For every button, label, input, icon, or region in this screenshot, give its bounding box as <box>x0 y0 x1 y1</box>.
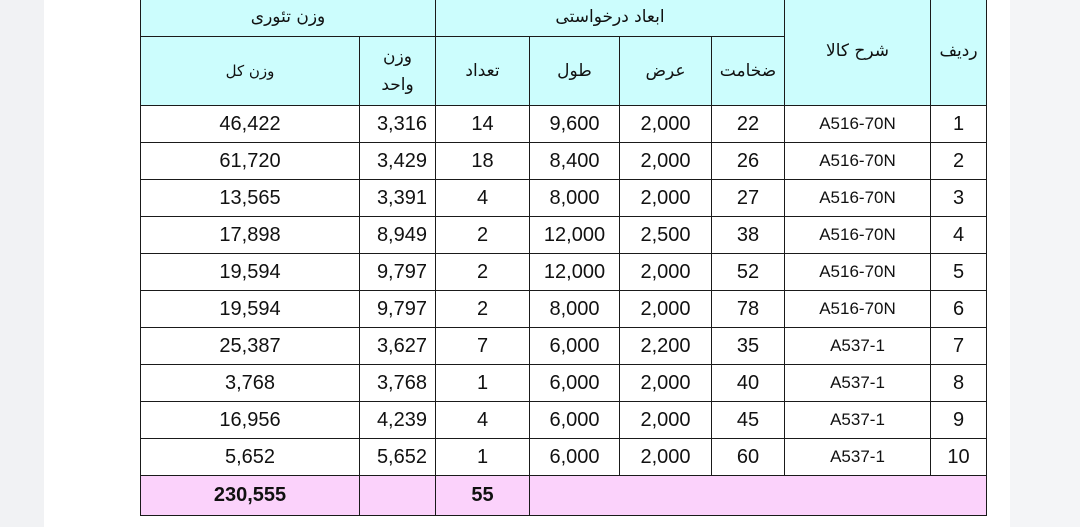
length-cell: 6,000 <box>530 402 620 439</box>
unit-weight-cell: 5,652 <box>360 439 436 476</box>
order-table <box>140 0 987 516</box>
quantity-cell: 4 <box>436 402 530 439</box>
total-unit-weight-empty <box>360 476 436 516</box>
total-weight-cell: 17,898 <box>141 217 360 254</box>
header-row-group <box>141 0 987 37</box>
row-number-cell: 10 <box>931 439 987 476</box>
description-cell: A516-70N <box>785 106 931 143</box>
length-cell: 6,000 <box>530 365 620 402</box>
row-number-cell: 7 <box>931 328 987 365</box>
unit-weight-cell: 3,768 <box>360 365 436 402</box>
header-thickness: ضخامت <box>712 37 785 106</box>
table-row <box>141 143 987 180</box>
header-quantity: تعداد <box>436 37 530 106</box>
width-cell: 2,000 <box>620 439 712 476</box>
width-cell: 2,000 <box>620 402 712 439</box>
unit-weight-cell: 9,797 <box>360 291 436 328</box>
thickness-cell: 38 <box>712 217 785 254</box>
total-weight-cell: 5,652 <box>141 439 360 476</box>
quantity-cell: 7 <box>436 328 530 365</box>
table-row <box>141 291 987 328</box>
header-description: شرح کالا <box>785 0 931 106</box>
table-row <box>141 106 987 143</box>
row-number-cell: 3 <box>931 180 987 217</box>
quantity-cell: 1 <box>436 365 530 402</box>
table-row <box>141 439 987 476</box>
header-theoretical-weight: وزن تئوری <box>141 0 436 37</box>
total-weight-cell: 16,956 <box>141 402 360 439</box>
row-number-cell: 1 <box>931 106 987 143</box>
width-cell: 2,200 <box>620 328 712 365</box>
length-cell: 9,600 <box>530 106 620 143</box>
length-cell: 12,000 <box>530 254 620 291</box>
width-cell: 2,500 <box>620 217 712 254</box>
unit-weight-cell: 9,797 <box>360 254 436 291</box>
thickness-cell: 26 <box>712 143 785 180</box>
thickness-cell: 60 <box>712 439 785 476</box>
width-cell: 2,000 <box>620 143 712 180</box>
description-cell: A516-70N <box>785 217 931 254</box>
length-cell: 6,000 <box>530 439 620 476</box>
quantity-cell: 1 <box>436 439 530 476</box>
row-number-cell: 8 <box>931 365 987 402</box>
description-cell: A516-70N <box>785 291 931 328</box>
row-number-cell: 4 <box>931 217 987 254</box>
quantity-cell: 4 <box>436 180 530 217</box>
quantity-cell: 18 <box>436 143 530 180</box>
unit-weight-cell: 3,627 <box>360 328 436 365</box>
thickness-cell: 35 <box>712 328 785 365</box>
unit-weight-cell: 4,239 <box>360 402 436 439</box>
width-cell: 2,000 <box>620 254 712 291</box>
header-total-weight: وزن کل <box>141 37 360 106</box>
header-length: طول <box>530 37 620 106</box>
quantity-cell: 14 <box>436 106 530 143</box>
header-row-number: ردیف <box>931 0 987 106</box>
thickness-cell: 52 <box>712 254 785 291</box>
thickness-cell: 45 <box>712 402 785 439</box>
thickness-cell: 22 <box>712 106 785 143</box>
table-row <box>141 217 987 254</box>
header-width: عرض <box>620 37 712 106</box>
total-weight-cell: 19,594 <box>141 291 360 328</box>
width-cell: 2,000 <box>620 365 712 402</box>
total-weight-cell: 13,565 <box>141 180 360 217</box>
description-cell: A516-70N <box>785 180 931 217</box>
description-cell: A537-1 <box>785 402 931 439</box>
quantity-cell: 2 <box>436 254 530 291</box>
total-weight-cell: 25,387 <box>141 328 360 365</box>
table-row <box>141 365 987 402</box>
table-row <box>141 180 987 217</box>
totals-row <box>141 476 987 516</box>
table-row <box>141 254 987 291</box>
header-unit-weight-line2: واحد <box>381 75 414 95</box>
length-cell: 6,000 <box>530 328 620 365</box>
length-cell: 8,000 <box>530 180 620 217</box>
row-number-cell: 6 <box>931 291 987 328</box>
table-row <box>141 402 987 439</box>
unit-weight-cell: 3,316 <box>360 106 436 143</box>
thickness-cell: 78 <box>712 291 785 328</box>
width-cell: 2,000 <box>620 106 712 143</box>
table-row <box>141 328 987 365</box>
description-cell: A537-1 <box>785 328 931 365</box>
row-number-cell: 5 <box>931 254 987 291</box>
row-number-cell: 2 <box>931 143 987 180</box>
length-cell: 8,400 <box>530 143 620 180</box>
length-cell: 8,000 <box>530 291 620 328</box>
quantity-cell: 2 <box>436 291 530 328</box>
total-remaining-empty <box>530 476 987 516</box>
total-weight-cell: 19,594 <box>141 254 360 291</box>
width-cell: 2,000 <box>620 180 712 217</box>
unit-weight-cell: 3,429 <box>360 143 436 180</box>
row-number-cell: 9 <box>931 402 987 439</box>
left-background <box>0 0 44 527</box>
description-cell: A516-70N <box>785 254 931 291</box>
unit-weight-cell: 3,391 <box>360 180 436 217</box>
total-weight-cell: 46,422 <box>141 106 360 143</box>
length-cell: 12,000 <box>530 217 620 254</box>
description-cell: A537-1 <box>785 439 931 476</box>
quantity-cell: 2 <box>436 217 530 254</box>
total-weight-cell: 61,720 <box>141 143 360 180</box>
width-cell: 2,000 <box>620 291 712 328</box>
total-weight-sum: 230,555 <box>141 476 360 516</box>
header-unit-weight-line1: وزن <box>383 47 412 67</box>
total-weight-cell: 3,768 <box>141 365 360 402</box>
description-cell: A537-1 <box>785 365 931 402</box>
description-cell: A516-70N <box>785 143 931 180</box>
header-requested-dimensions: ابعاد درخواستی <box>436 0 785 37</box>
unit-weight-cell: 8,949 <box>360 217 436 254</box>
thickness-cell: 27 <box>712 180 785 217</box>
right-background <box>1010 0 1080 527</box>
header-unit-weight <box>360 37 436 106</box>
thickness-cell: 40 <box>712 365 785 402</box>
total-quantity-sum: 55 <box>436 476 530 516</box>
